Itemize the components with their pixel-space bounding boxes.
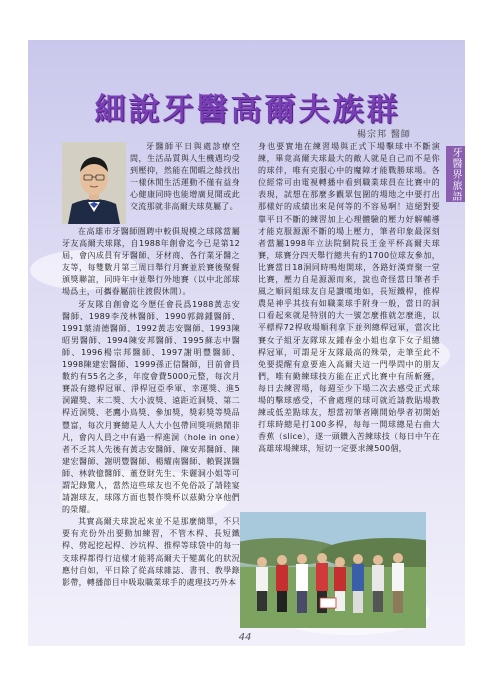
intro-text: 牙醫師平日與處診療空間，生活品質與人生機遇均受到壓抑，然能在閒暇之餘找出一樣休閒生活運動不僅有益身心健康同時也能增廣見聞或此交流那就非高爾夫球莫屬了。 <box>130 142 240 212</box>
portrait-illustration <box>62 142 126 224</box>
article-title: 細說牙醫高爾夫族群 <box>94 92 401 128</box>
page-number: 44 <box>238 632 252 643</box>
paragraph-continued: 身也要實地在練習場與正式下場擊球中不斷演練，畢竟高爾夫球最大的敵人就是自己而不是你的球伴，唯有克服心中的魔障才能戰勝球場。各位經常可由電視轉播中看到職業球員在比賽中的表現，試想在那麼多觀眾包圍的場地之中要打出那樣好的成績出來是何等的不容易啊！這絕對要靠平日不斷的練習加上心理體驗的壓力好解輔導才能克服源源不斷的場上壓力，筆者印象最深刻者當屬1998年立法院網院長王金平杯高爾夫球賽，球賽分四天舉行總共有約1700位球友參加，比賽當日18洞同時鳴炮開球，各路好漢齊聚一堂比賽，壓力自是源源而來，說也奇怪當日筆者手風之順同組球友自是讚嘆地如，長短鐵桿，推桿農是神乎其技有如職業球手附身一般，當日的洞口看起來就是特別的大一號怎麼推就怎麼進，以平標桿72桿收場順利拿下並列總桿冠軍，當次比賽女子組牙友隊球友鍾春金小姐也拿下女子組總桿冠軍，可謂是牙友隊最高的殊榮，走筆至此不免要提醒有意要進入高爾夫這一門學問中的朋友們，唯有勤練球技方能在正式比賽中有所斬獲，每日去練習場，每週至少下場二次去感受正式球場的擊球感受，不會處理的球可就近請教貼場教練或低差點球友，想當初筆者剛開始學者初開始打球時總是打100多桿，每每一開球總是右曲大香蕉（slice），遂一頭鑽入苦練球技（每日中午在高雄球場練球，短切一定要求練500個， <box>258 142 440 454</box>
group-photo-illustration <box>240 512 426 628</box>
paragraph-golf-practice: 其實高爾夫球說起來並不是那麼簡單，不只要有充份外出要動加練習，不管木桿、長短鐵桿、劈起挖起桿、沙坑桿、推桿等球袋中的每一支球桿都得行這樣才能將高爾夫于變萬化的狀況應付自如，平日除了從高球雜誌、書刊、教學錄影帶，轉播節目中吸取職業球手的處理技巧外本 <box>62 517 240 587</box>
right-column <box>258 141 440 455</box>
paragraph-team-intro: 在高雄市牙醫師圈聘中較俱規模之球隊當屬牙友高爾夫球隊，自1988年創會迄今已是第12屆，會內成員有牙醫師、牙材商、各行業牙醫之友等，每雙數月第三周日舉行月賽並於賽後聚餐頒獎聯誼，同時年中並舉行外地賽（以中北部球場爲主，可攜眷屬前往渡假休閒）。 <box>62 227 240 297</box>
author-portrait <box>62 142 126 224</box>
intro-paragraph <box>130 141 240 214</box>
team-group-photo <box>240 512 426 628</box>
paragraph-team-history: 牙友隊自創會迄今歷任會長爲1988黃志安醫師、1989李茂林醫師、1990郭錦鍾醫師、1991葉清德醫師、1992黃志安醫師、1993陳昭男醫師、1994陳安邦醫師、1995蘇志中醫師、1996楊宗邦醫師、1997謝明豐醫師、1998陳建宏醫師、1999孫正信醫師，目前會員數約有55名之多，年度會費5000元整，每次月賽設有總桿冠軍、淨桿冠亞季軍、幸運獎、進5洞躍獎、末二獎、大小波獎、遠距近洞獎、第二桿近洞獎、老鷹小鳥獎、參加獎，獎彩獎等獎品豐富，每次月賽總是人人大小包帶回獎項熱鬧非凡，會內人員之中有過一桿進洞（hole in one）者不乏其人先後有黃志安醫師、陳安邦醫師、陳建宏醫師、謝明豐醫師、楊耀南醫師、賴賢謀醫師、林敦億醫師、董登財先生、朱麗洞小姐等可謂記錄驚人，當然這些球友也不免俗設了請陸宴請謝球友，球隊方面也製作獎杯以茲勤分享他們的榮耀。 <box>62 299 240 515</box>
section-tab: 牙醫界旅語 <box>446 146 465 202</box>
left-column <box>62 226 240 589</box>
author-byline: 楊宗邦 醫師 <box>357 130 411 140</box>
